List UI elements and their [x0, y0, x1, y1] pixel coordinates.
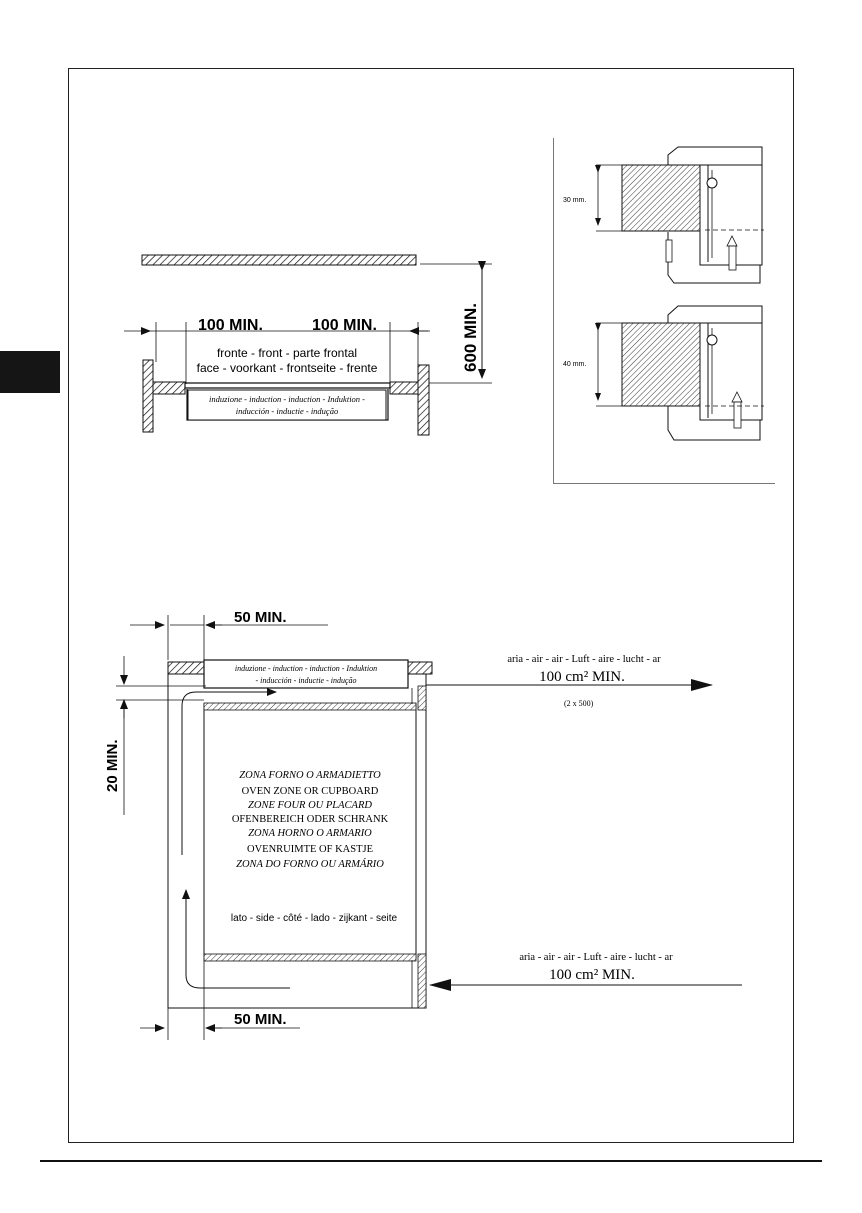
bottom-gap-dim: 50 MIN. [234, 1011, 287, 1028]
ventilation-section [104, 609, 742, 1040]
zone-line-6: OVENRUIMTE OF KASTJE [247, 844, 373, 855]
top-plan-view [124, 255, 492, 435]
side-wall-right [418, 365, 429, 435]
air-in-value: 100 cm² MIN. [549, 967, 635, 983]
vent-hob-label-1: induzione - induction - induction - Induktion [234, 664, 378, 673]
side-detail-upper [563, 147, 764, 283]
side-wall-left [143, 360, 153, 432]
worktop-left [153, 382, 185, 394]
thickness-30: 30 mm. [563, 197, 587, 204]
front-caption-1: fronte - front - parte frontal [216, 346, 358, 360]
back-wall [142, 255, 416, 265]
worktop-40 [622, 323, 700, 406]
zone-line-2: OVEN ZONE OR CUPBOARD [241, 786, 379, 797]
hob-label-2: inducción - inductie - indução [235, 406, 339, 416]
thickness-40: 40 mm. [563, 361, 587, 368]
worktop-30 [622, 165, 700, 231]
zone-line-3: ZONE FOUR OU PLACARD [248, 800, 372, 811]
zone-line-1: ZONA FORNO O ARMADIETTO [239, 770, 381, 781]
side-detail-lower [563, 306, 764, 440]
zone-line-4: OFENBEREICH ODER SCHRANK [231, 814, 389, 825]
zone-line-5: ZONA HORNO O ARMARIO [248, 828, 372, 839]
dim-depth: 600 MIN. [461, 303, 480, 372]
vertical-gap-dim: 20 MIN. [104, 739, 121, 792]
vent-hob-label-2: - inducción - inductie - indução [255, 676, 357, 685]
side-label: lato - side - côté - lado - zijkant - seite [230, 913, 398, 924]
dim-right: 100 MIN. [312, 317, 377, 334]
worktop-right [390, 382, 418, 394]
air-out-note: (2 x 500) [564, 699, 594, 708]
top-gap-dim: 50 MIN. [234, 609, 287, 626]
air-out-words: aria - air - air - Luft - aire - lucht - ar [507, 654, 661, 665]
air-in-words: aria - air - air - Luft - aire - lucht - ar [519, 952, 673, 963]
front-caption-2: face - voorkant - frontseite - frente [196, 361, 378, 375]
dim-left: 100 MIN. [198, 317, 263, 334]
air-out-value: 100 cm² MIN. [539, 669, 625, 685]
zone-line-7: ZONA DO FORNO OU ARMÁRIO [236, 859, 384, 870]
hob-label-1: induzione - induction - induction - Induktion - [208, 394, 366, 404]
